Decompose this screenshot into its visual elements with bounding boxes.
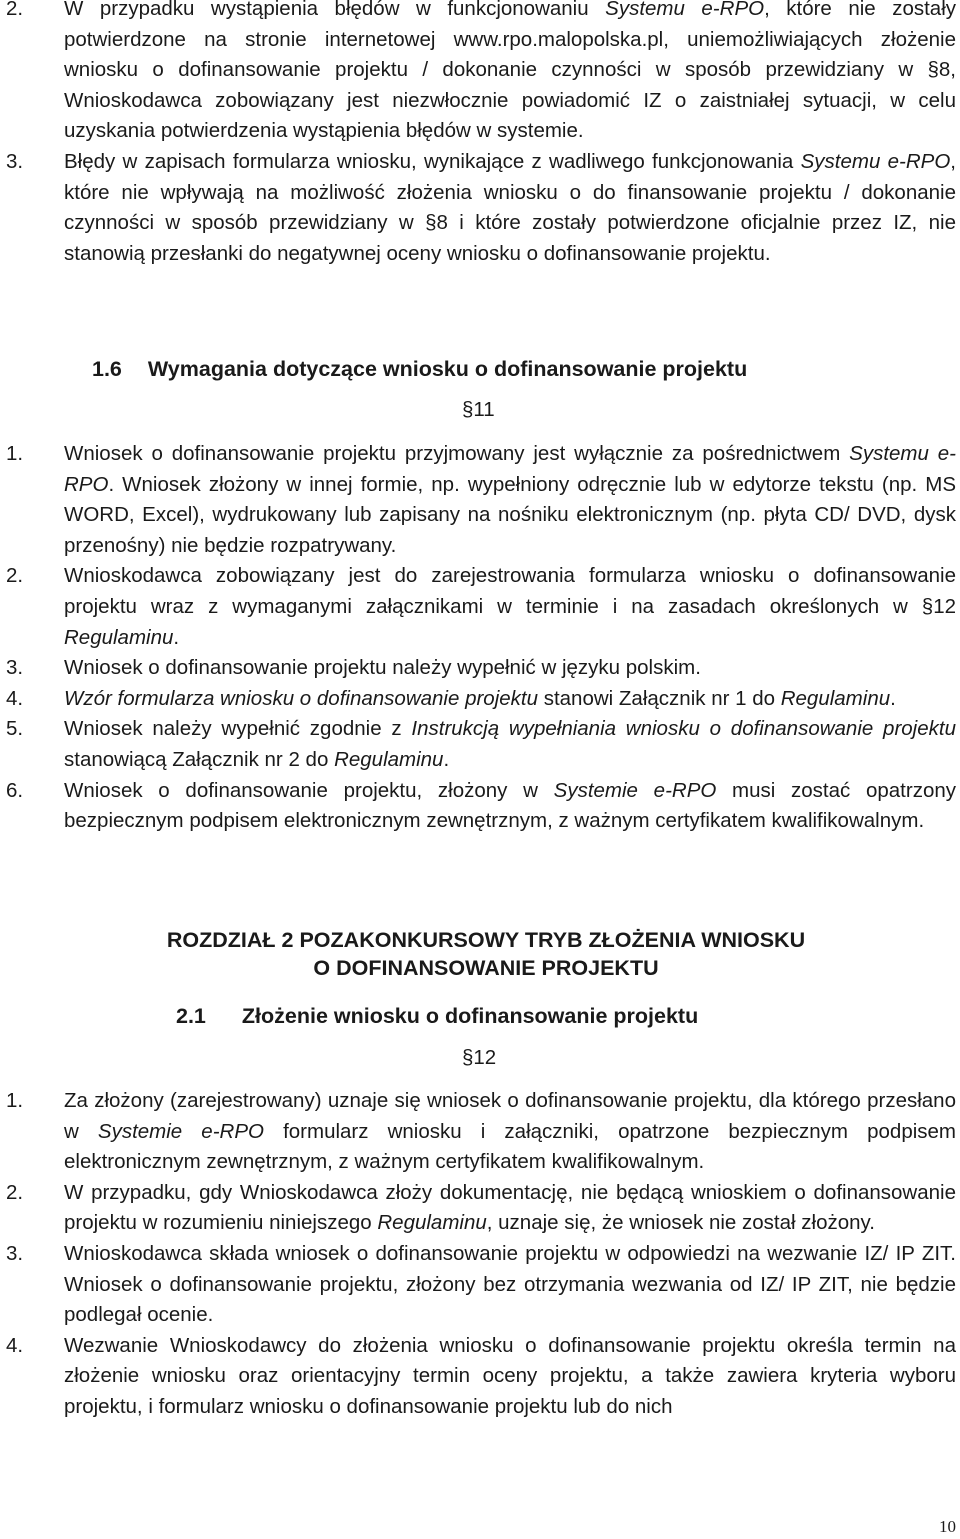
list-item: [0, 561, 960, 653]
section-title: Wymagania dotyczące wniosku o dofinansowanie projektu: [147, 357, 748, 381]
body-text: stanowiącą Załącznik nr 2 do: [64, 747, 335, 771]
list-item-number: 3.: [6, 656, 24, 680]
italic-text: Systemie e-RPO: [97, 1119, 264, 1143]
section-number: 2.1: [176, 1004, 206, 1028]
body-text: .: [890, 686, 896, 710]
list-item-number: 1.: [6, 442, 24, 465]
list-item: [0, 0, 960, 147]
body-text: Wezwanie Wnioskodawcy do złożenia wniosku o dofinansowanie projektu określa termin na złożenie wniosku oraz orientacyjny termin oceny projektu, a także zawiera kryteria wyboru projektu, i formularz wniosku o dofinansowanie projektu lub do nich: [64, 1333, 956, 1418]
body-text: , uznaje się, że wniosek nie został złożony.: [486, 1211, 875, 1235]
body-text: W przypadku, gdy Wnioskodawca złoży dokumentację, nie będącą wnioskiem o dofinansowanie projektu w rozumieniu niniejszego: [64, 1180, 956, 1235]
list-item-number: 2.: [6, 1180, 24, 1204]
italic-text: Systemu e-RPO: [605, 0, 765, 20]
body-text: Za złożony (zarejestrowany) uznaje się wniosek o dofinansowanie projektu, dla którego przesłano w: [64, 1089, 956, 1143]
body-text: Wniosek należy wypełnić zgodnie z: [64, 717, 412, 741]
body-text: , które nie zostały potwierdzone na stronie internetowej www.rpo.malopolska.pl, uniemożliwiających złożenie wniosku o dofinansowanie projektu / dokonanie czynności w sposób przewidziany w §8, Wnioskodawca zobowiązany jest niezwłocznie powiadomić IZ o zaistniałej sytuacji, w celu uzyskania potwierdzenia wystąpienia błędów w systemie.: [64, 0, 956, 143]
list-block-2: [0, 439, 960, 837]
section-title: Złożenie wniosku o dofinansowanie projektu: [241, 1004, 699, 1028]
paragraph-number: §12: [462, 1046, 497, 1069]
body-text: . Wniosek złożony w innej formie, np. wypełniony odręcznie lub w edytorze tekstu (np. MS WORD, Excel), wydrukowany lub zapisany na nośniku elektronicznym (np. płyta CD/ DVD, dysk przenośny) nie będzie rozpatrywany.: [64, 472, 956, 557]
list-item: [0, 1086, 960, 1178]
body-text: .: [173, 625, 180, 649]
list-item-number: 4.: [6, 1333, 24, 1357]
list-item-number: 5.: [6, 717, 24, 741]
section-number: 1.6: [92, 357, 122, 381]
section-heading-2-1: [176, 1004, 698, 1029]
body-text: Wniosek o dofinansowanie projektu należy wypełnić w języku polskim.: [64, 656, 701, 680]
list-item-number: 6.: [6, 778, 24, 802]
italic-text: Regulaminu: [334, 747, 444, 771]
body-text: musi zostać opatrzony bezpiecznym podpisem elektronicznym zewnętrznym, z ważnym certyfikatem kwalifikowalnym.: [64, 778, 957, 833]
chapter-title-line-1: ROZDZIAŁ 2 POZAKONKURSOWY TRYB ZŁOŻENIA WNIOSKU: [166, 928, 806, 952]
list-block-3: [0, 1086, 960, 1423]
list-item: [0, 1178, 960, 1239]
list-item: [0, 653, 960, 684]
list-item: [0, 147, 960, 269]
page-number: 10: [939, 1517, 956, 1536]
body-text: Wnioskodawca zobowiązany jest do zarejestrowania formularza wniosku o dofinansowanie projektu wraz z wymaganymi załącznikami w terminie i na zasadach określonych w §12: [64, 564, 956, 618]
body-text: , które nie wpływają na możliwość złożenia wniosku o do finansowanie projektu / dokonanie czynności w sposób przewidziany w §8 i które zostały potwierdzone oficjalnie przez IZ, nie stanowią przesłanki do negatywnej oceny wniosku o dofinansowanie projektu.: [64, 149, 956, 265]
body-text: Błędy w zapisach formularza wniosku, wynikające z wadliwego funkcjonowania: [64, 149, 801, 173]
italic-text: Regulaminu: [377, 1211, 487, 1235]
list-item: [0, 1239, 960, 1331]
section-heading-1-6: [92, 357, 747, 382]
list-block-1: [0, 0, 960, 269]
body-text: stanowi Załącznik nr 1 do: [538, 686, 781, 710]
italic-text: Systemu e-RPO: [800, 149, 951, 173]
list-item-number: 2.: [6, 0, 24, 20]
chapter-title-line-2: O DOFINANSOWANIE PROJEKTU: [313, 956, 659, 980]
list-item-number: 4.: [6, 686, 24, 710]
body-text: formularz wniosku i załączniki, opatrzone bezpiecznym podpisem elektronicznym zewnętrznym, z ważnym certyfikatem kwalifikowalnym.: [64, 1119, 956, 1174]
italic-text: Regulaminu: [780, 686, 891, 710]
list-item: [0, 1331, 960, 1423]
list-item-number: 3.: [6, 1241, 24, 1265]
list-item: [0, 684, 960, 715]
italic-text: Systemie e-RPO: [553, 778, 717, 802]
list-item: [0, 714, 960, 775]
body-text: Wnioskodawca składa wniosek o dofinansowanie projektu w odpowiedzi na wezwanie IZ/ IP ZIT. Wniosek o dofinansowanie projektu, złożony bez otrzymania wezwania od IZ/ IP ZIT, nie będzie podlegał ocenie.: [64, 1241, 956, 1327]
italic-text: Wzór formularza wniosku o dofinansowanie projektu: [64, 686, 539, 710]
list-item: [0, 776, 960, 837]
chapter-heading: [0, 926, 960, 982]
list-item-number: 3.: [6, 149, 24, 173]
italic-text: Regulaminu: [64, 625, 174, 649]
body-text: Wniosek o dofinansowanie projektu, złożony w: [64, 778, 554, 802]
list-item-number: 2.: [6, 564, 24, 588]
italic-text: Systemu e-RPO: [64, 442, 957, 496]
italic-text: Instrukcją wypełniania wniosku o dofinansowanie projektu: [411, 717, 956, 741]
paragraph-number: §11: [462, 398, 495, 421]
body-text: .: [443, 747, 450, 771]
body-text: Wniosek o dofinansowanie projektu przyjmowany jest wyłącznie za pośrednictwem: [64, 442, 850, 465]
list-item-number: 1.: [6, 1089, 24, 1112]
body-text: W przypadku wystąpienia błędów w funkcjonowaniu: [64, 0, 606, 20]
list-item: [0, 439, 960, 561]
